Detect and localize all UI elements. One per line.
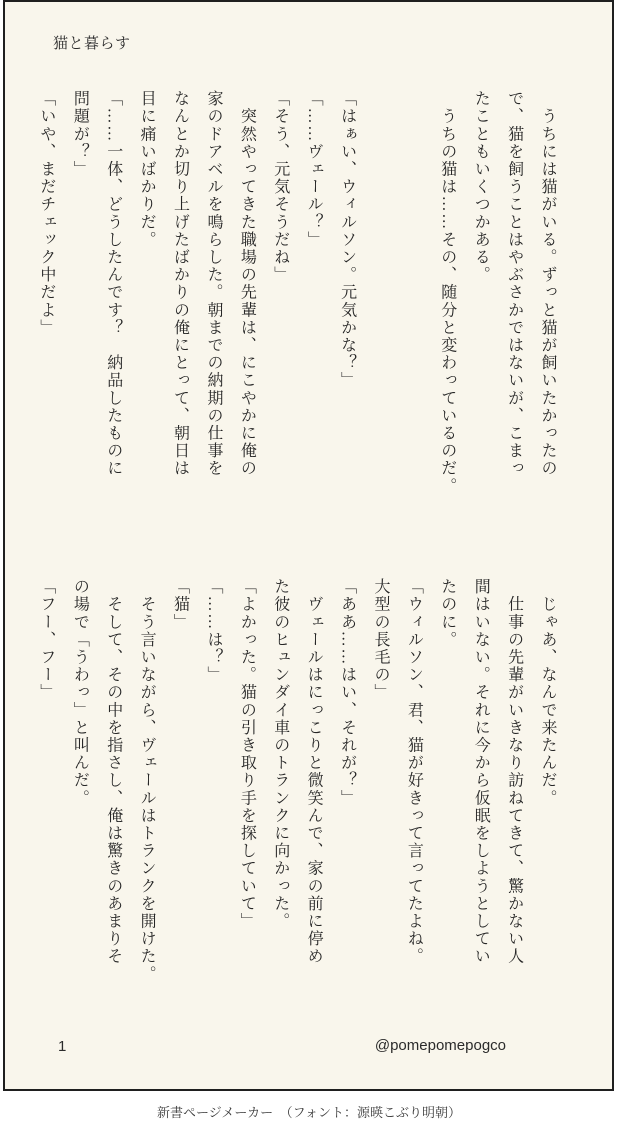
text-line: た彼のヒュンダイ車のトランクに向かった。: [271, 578, 289, 930]
text-line: 「……一体、どうしたんです？ 納品したものに: [104, 90, 122, 478]
author-handle: @pomepomepogco: [374, 1037, 506, 1054]
text-line: 大型の長毛の」: [371, 578, 389, 702]
text-line: ヴェールはにっこりと微笑んで、家の前に停め: [305, 578, 323, 966]
text-line: じゃあ、なんで来たんだ。: [539, 578, 556, 807]
text-line: うちには猫がいる。ずっと猫が飼いたかったの: [539, 90, 556, 478]
text-line: 「……ヴェール？」: [305, 90, 323, 249]
text-line: 仕事の先輩がいきなり訪ねてきて、驚かない人: [505, 578, 523, 966]
text-line: 「フー、フー」: [37, 578, 55, 702]
top-text-block: [30, 90, 565, 502]
text-line: 間はいない。それに今から仮眠をしようとしてい: [472, 578, 490, 966]
text-line: そう言いながら、ヴェールはトランクを開けた。: [138, 578, 156, 983]
book-page: [3, 0, 614, 1091]
bottom-text-block: [30, 578, 565, 990]
blank-line: [364, 90, 397, 502]
text-line: たのに。: [438, 578, 456, 649]
footer-bar: [0, 1091, 618, 1132]
text-line: なんとか切り上げたばかりの俺にとって、朝日は: [171, 90, 189, 478]
text-line: 「猫」: [171, 578, 189, 631]
text-line: 家のドアベルを鳴らした。朝までの納期の仕事を: [204, 90, 222, 478]
text-line: 「いや、まだチェック中だよ」: [37, 90, 55, 337]
text-line: 突然やってきた職場の先輩は、にこやかに俺の: [238, 90, 256, 478]
text-line: 「そう、元気そうだね」: [271, 90, 289, 284]
text-line: で、猫を飼うことはやぶさかではないが、こまっ: [505, 90, 523, 478]
text-line: たこともいくつかある。: [472, 90, 490, 284]
blank-line: [397, 90, 430, 502]
text-line: うちの猫は……その、随分と変わっているのだ。: [438, 90, 456, 495]
text-line: 問題が？」: [71, 90, 89, 178]
text-line: 「よかった。猫の引き取り手を探していて」: [238, 578, 256, 930]
text-line: 「ウィルソン、君、猫が好きって言ってたよね。: [405, 578, 423, 966]
page-number: 1: [58, 1038, 67, 1055]
text-line: の場で「うわっ」と叫んだ。: [71, 578, 89, 807]
footer-credit: 新書ページメーカー （フォント：源暎こぶり明朝）: [157, 1105, 461, 1120]
text-line: 目に痛いばかりだ。: [138, 90, 156, 249]
page-title: 猫と暮らす: [53, 35, 131, 52]
text-line: そして、その中を指さし、俺は驚きのあまりそ: [104, 578, 122, 966]
text-line: 「はぁい、ウィルソン。元気かな？」: [338, 90, 356, 390]
text-line: 「ああ……はい、それが？」: [338, 578, 356, 807]
text-line: 「……は？」: [204, 578, 222, 684]
